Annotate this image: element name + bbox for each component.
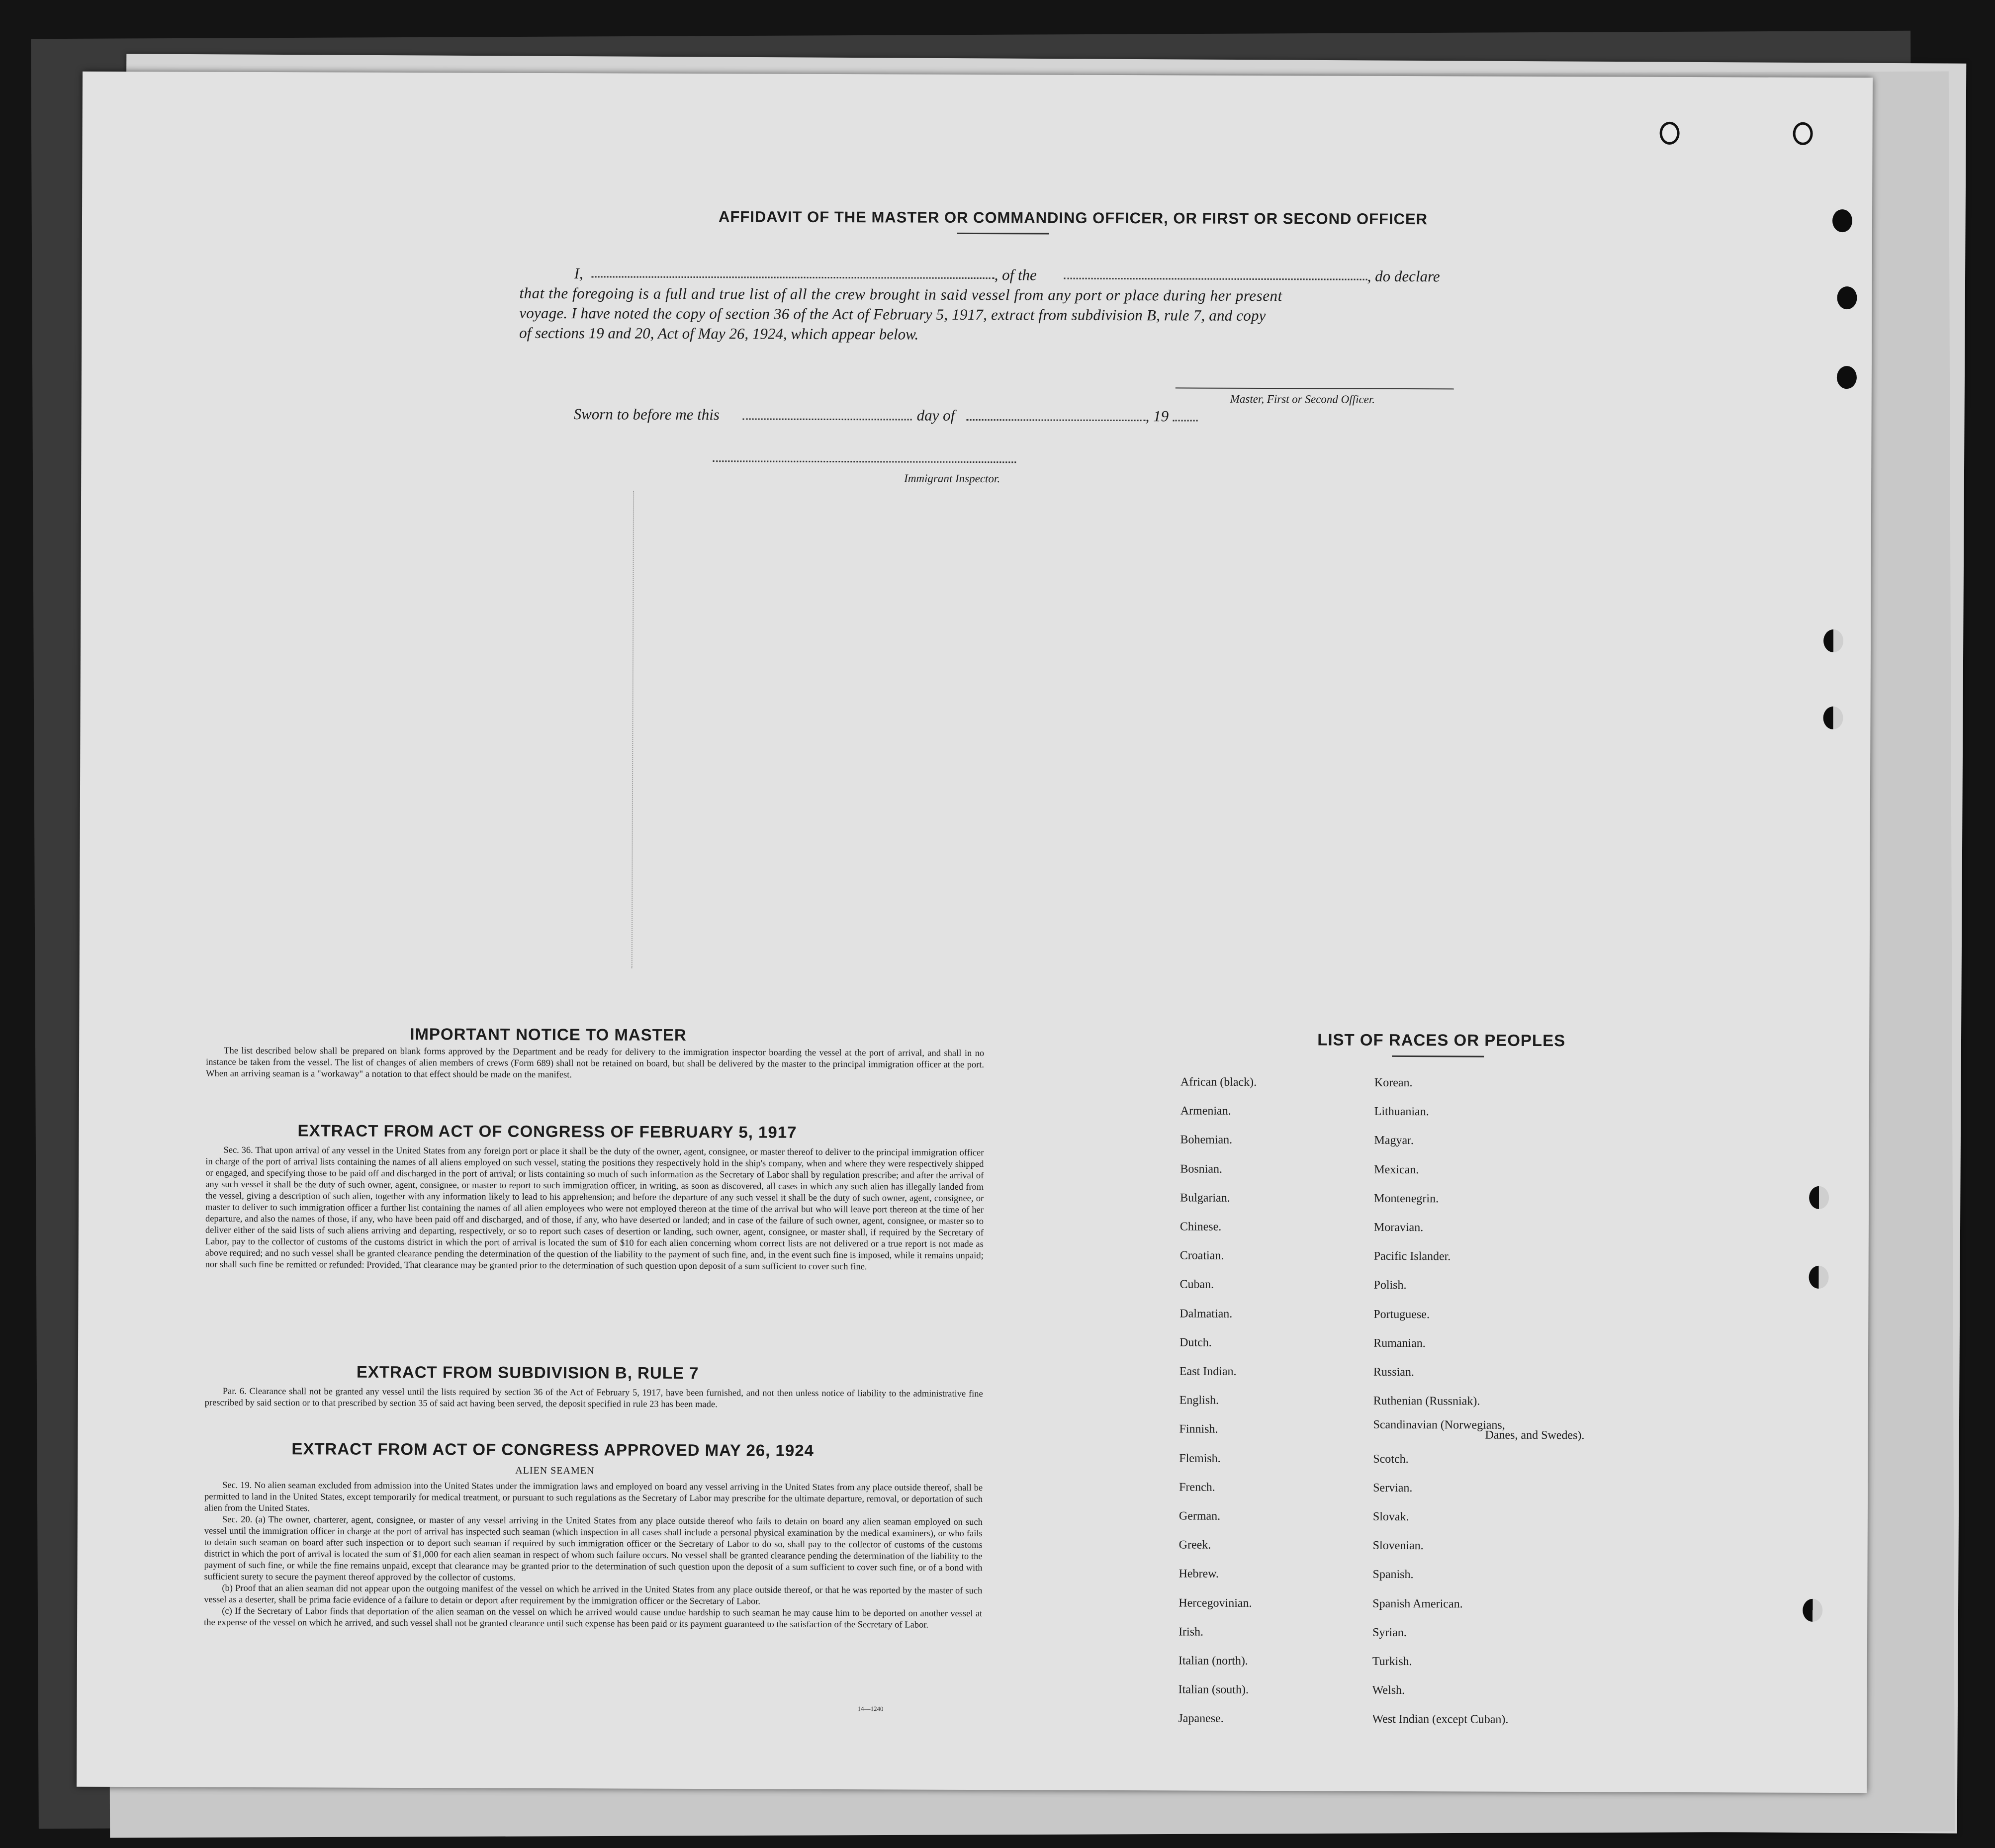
race-item: East Indian.	[1179, 1365, 1237, 1378]
punch-hole-icon	[1793, 122, 1813, 145]
affidavit-of-the-label: , of the	[994, 266, 1037, 284]
race-item: Montenegrin.	[1374, 1192, 1439, 1206]
sec-19-paragraph: Sec. 19. No alien seaman excluded from admission into the United States under the immigration laws and employed on board any vessel arriving in the United States from any place outside thereof, shall be permitted to land in the United States, except temporarily for medical treatment, or pursuant to such regulations as the Secretary of Labor may prescribe for the ultimate departure, removal, or deportation of such alien from the United States.	[204, 1480, 983, 1514]
race-item: Danes, and Swedes).	[1485, 1428, 1585, 1442]
race-item: Greek.	[1179, 1538, 1211, 1552]
alien-seamen-subtitle: ALIEN SEAMEN	[515, 1465, 595, 1477]
master-signature-line[interactable]	[1176, 387, 1454, 389]
extract-1917-text	[205, 1145, 984, 1273]
sec-20a-paragraph: Sec. 20. (a) The owner, charterer, agent, consignee, or master of any vessel arriving in the United States from any place outside thereof who fails to detain on board any alien seaman employed on such vessel until the immigration officer in charge at the port of arrival has inspected such seaman (which inspection in all cases shall include a personal physical examination by the medical examiners), or who fails to detain such seaman on board after such inspection or to deport such seaman if required by such immigration officer or the Secretary of Labor to do so, shall pay to the collector of customs of the customs district in which the port of arrival is located the sum of $1,000 for each alien seaman in respect of whom such failure occurs. No vessel shall be granted clearance pending the determination of the liability to the payment of such fine, or while the fine remains unpaid, except that clearance may be granted prior to the determination of such question upon the deposit of a sum sufficient to cover such fine, or of a bond with sufficient surety to secure the payment thereof approved by the collector of customs.	[204, 1514, 983, 1583]
race-item: Japanese.	[1178, 1712, 1224, 1726]
race-item: Bosnian.	[1180, 1162, 1223, 1176]
master-signature-label: Master, First or Second Officer.	[1230, 392, 1375, 406]
notice-paragraph: The list described below shall be prepared on blank forms approved by the Department and be ready for delivery to the immigration inspector boarding the vessel at the port of arrival, and shall in no instance be taken from the vessel. The list of changes of alien members of crews (Form 689) shall not be retained on board, but shall be delivered by the master to the principal immigration officer at the port. When an arriving seaman is a "workaway" a notation to that effect should be made on the manifest.	[205, 1046, 985, 1080]
race-item: Bohemian.	[1180, 1133, 1233, 1147]
race-item: Scotch.	[1373, 1452, 1409, 1466]
divider	[957, 233, 1049, 235]
extract-rule7-text	[205, 1386, 983, 1411]
race-item: Hebrew.	[1179, 1567, 1219, 1581]
affidavit-line: that the foregoing is a full and true list of all the crew brought in said vessel from any port or place during her present	[519, 284, 1282, 305]
notice-text	[206, 1046, 984, 1082]
officer-name-field[interactable]	[592, 276, 995, 279]
extract-1917-title: EXTRACT FROM ACT OF CONGRESS OF FEBRUARY 5, 1917	[297, 1121, 797, 1142]
affidavit-i-label: I,	[574, 264, 583, 282]
form-number: 14—1240	[857, 1705, 884, 1713]
extract-1924-title: EXTRACT FROM ACT OF CONGRESS APPROVED MAY 26, 1924	[291, 1439, 815, 1460]
sworn-day-field[interactable]	[743, 418, 912, 420]
vessel-name-field[interactable]	[1064, 278, 1367, 280]
punch-hole-icon	[1823, 629, 1843, 652]
race-item: Pacific Islander.	[1373, 1249, 1451, 1263]
race-item: Dalmatian.	[1179, 1307, 1233, 1320]
race-item: Russian.	[1373, 1365, 1414, 1379]
race-item: German.	[1179, 1509, 1221, 1523]
affidavit-line: of sections 19 and 20, Act of May 26, 1924, which appear below.	[519, 324, 919, 343]
sec-20b-paragraph: (b) Proof that an alien seaman did not appear upon the outgoing manifest of the vessel on which he arrived in the United States from any place outside thereof, or that he was reported by the master of such vessel as a deserter, shall be prima facie evidence of a failure to detain or deport after requirement by the immigration officer or the Secretary of Labor.	[204, 1583, 983, 1607]
race-item: English.	[1179, 1394, 1219, 1407]
race-item: Lithuanian.	[1374, 1105, 1429, 1119]
race-item: Moravian.	[1373, 1221, 1424, 1234]
punch-hole-icon	[1809, 1266, 1829, 1289]
affidavit-declare-label: , do declare	[1367, 267, 1440, 285]
race-item: Finnish.	[1179, 1422, 1218, 1436]
race-item: Irish.	[1179, 1625, 1204, 1639]
punch-hole-icon	[1823, 706, 1843, 729]
race-item: Welsh.	[1372, 1683, 1405, 1697]
race-item: Hercegovinian.	[1179, 1596, 1252, 1610]
race-item: Italian (south).	[1178, 1683, 1249, 1697]
race-item: Dutch.	[1179, 1336, 1212, 1349]
race-item: Italian (north).	[1178, 1654, 1248, 1668]
punch-hole-icon	[1803, 1599, 1822, 1622]
inspector-signature-line[interactable]	[713, 460, 1016, 463]
race-item: Flemish.	[1179, 1452, 1221, 1465]
affidavit-line: voyage. I have noted the copy of section 36 of the Act of February 5, 1917, extract from subdivision B, rule 7, and copy	[519, 304, 1266, 325]
race-item: Turkish.	[1372, 1655, 1412, 1669]
race-item: Rumanian.	[1373, 1336, 1426, 1350]
race-item: Polish.	[1373, 1279, 1407, 1292]
punch-hole-icon	[1832, 209, 1852, 232]
sec-36-paragraph: Sec. 36. That upon arrival of any vessel in the United States from any foreign port or place it shall be the duty of the owner, agent, consignee, or master thereof to deliver to the principal immigration officer in charge of the port of arrival lists containing the names of all aliens employed on such vessel, stating the positions they respectively hold in the ship's company, when and where they were respectively shipped or engaged, and specifying those to be paid off and discharged in the port of arrival; or lists containing so much of such information as the Secretary of Labor shall by regulation prescribe; and after the arrival of any such vessel it shall be the duty of such owner, agent, consignee, or master to report to such immigration officer, in writing, as soon as discovered, all cases in which any such alien has illegally landed from the vessel, giving a description of such alien, together with any information likely to lead to his apprehension; and before the departure of any such vessel it shall be the duty of such owner, agent, consignee, or master to deliver to such immigration officer a further list containing the names of all alien employees who were not employed thereon at the time of the arrival but who will leave port thereon at the time of her departure, and also the names of those, if any, who have been paid off and discharged, and of those, if any, who have deserted or landed; and in case of the failure of such owner, agent, consignee, or master so to deliver either of the said lists of such aliens arriving and departing, respectively, or so to report such cases of desertion or landing, such owner, agent, consignee, or master shall, if required by the Secretary of Labor, pay to the collector of customs of the customs district in which the port of arrival is located the sum of $10 for each alien concerning whom correct lists are not delivered or a true report is not made as above required; and no such vessel shall be granted clearance pending the determination of the question of the liability to the payment of such fine, and, in the event such fine is imposed, while it remains unpaid; nor shall such fine be remitted or refunded: Provided, That clearance may be granted prior to the determination of such question upon deposit of a sum sufficient to cover such fine.	[205, 1145, 984, 1272]
extract-1924-text	[204, 1480, 983, 1631]
punch-hole-icon	[1660, 122, 1680, 145]
race-item: Spanish.	[1372, 1568, 1414, 1582]
manifest-page	[77, 72, 1873, 1793]
day-of-label: day of	[916, 406, 955, 424]
race-item: Slovenian.	[1372, 1539, 1424, 1553]
punch-hole-icon	[1837, 286, 1857, 309]
race-item: Armenian.	[1180, 1104, 1231, 1118]
race-item: Servian.	[1373, 1481, 1413, 1495]
race-item: Mexican.	[1374, 1163, 1419, 1176]
sworn-month-field[interactable]	[967, 419, 1146, 421]
inspector-label: Immigrant Inspector.	[904, 472, 1000, 485]
bleed-through-rule	[632, 491, 634, 968]
sec-20c-paragraph: (c) If the Secretary of Labor finds that deportation of the alien seaman on the vessel on which he arrived would cause undue hardship to such seaman he may cause him to be deported on another vessel at the expense of the vessel on which he arrived, and such vessel shall not be granted clearance until such expense has been paid or its payment guaranteed to the satisfaction of the Secretary of Labor.	[204, 1606, 983, 1630]
race-item: Portuguese.	[1373, 1308, 1430, 1321]
race-item: Spanish American.	[1372, 1597, 1463, 1611]
divider	[1392, 1056, 1484, 1057]
race-item: Korean.	[1374, 1076, 1413, 1090]
par-6-paragraph: Par. 6. Clearance shall not be granted any vessel until the lists required by section 36 of the Act of February 5, 1917, have been furnished, and not then unless notice of liability to the administrative fine prescribed by said section or to that prescribed by section 35 of said act having been served, the deposit specified in rule 23 has been made.	[204, 1386, 983, 1410]
race-item: Syrian.	[1372, 1626, 1407, 1639]
sworn-label: Sworn to before me this	[573, 405, 720, 424]
race-item: Chinese.	[1179, 1220, 1222, 1233]
sworn-year-field[interactable]	[1173, 420, 1198, 421]
race-item: Croatian.	[1179, 1249, 1224, 1262]
notice-title: IMPORTANT NOTICE TO MASTER	[410, 1025, 687, 1044]
race-item: French.	[1179, 1481, 1215, 1494]
race-item: Scandinavian (Norwegians,	[1373, 1418, 1505, 1432]
race-item: Magyar.	[1374, 1134, 1414, 1147]
race-item: African (black).	[1180, 1075, 1257, 1089]
race-item: Ruthenian (Russniak).	[1373, 1394, 1480, 1408]
punch-hole-icon	[1837, 366, 1857, 389]
races-title: LIST OF RACES OR PEOPLES	[1317, 1030, 1566, 1050]
affidavit-title: AFFIDAVIT OF THE MASTER OR COMMANDING OFFICER, OR FIRST OR SECOND OFFICER	[718, 208, 1428, 228]
race-item: Bulgarian.	[1180, 1191, 1230, 1205]
race-item: West Indian (except Cuban).	[1372, 1713, 1509, 1727]
punch-hole-icon	[1809, 1186, 1829, 1209]
year-label: , 19	[1145, 407, 1169, 425]
race-item: Cuban.	[1179, 1278, 1214, 1292]
race-item: Slovak.	[1372, 1510, 1409, 1524]
extract-rule7-title: EXTRACT FROM SUBDIVISION B, RULE 7	[356, 1362, 699, 1383]
